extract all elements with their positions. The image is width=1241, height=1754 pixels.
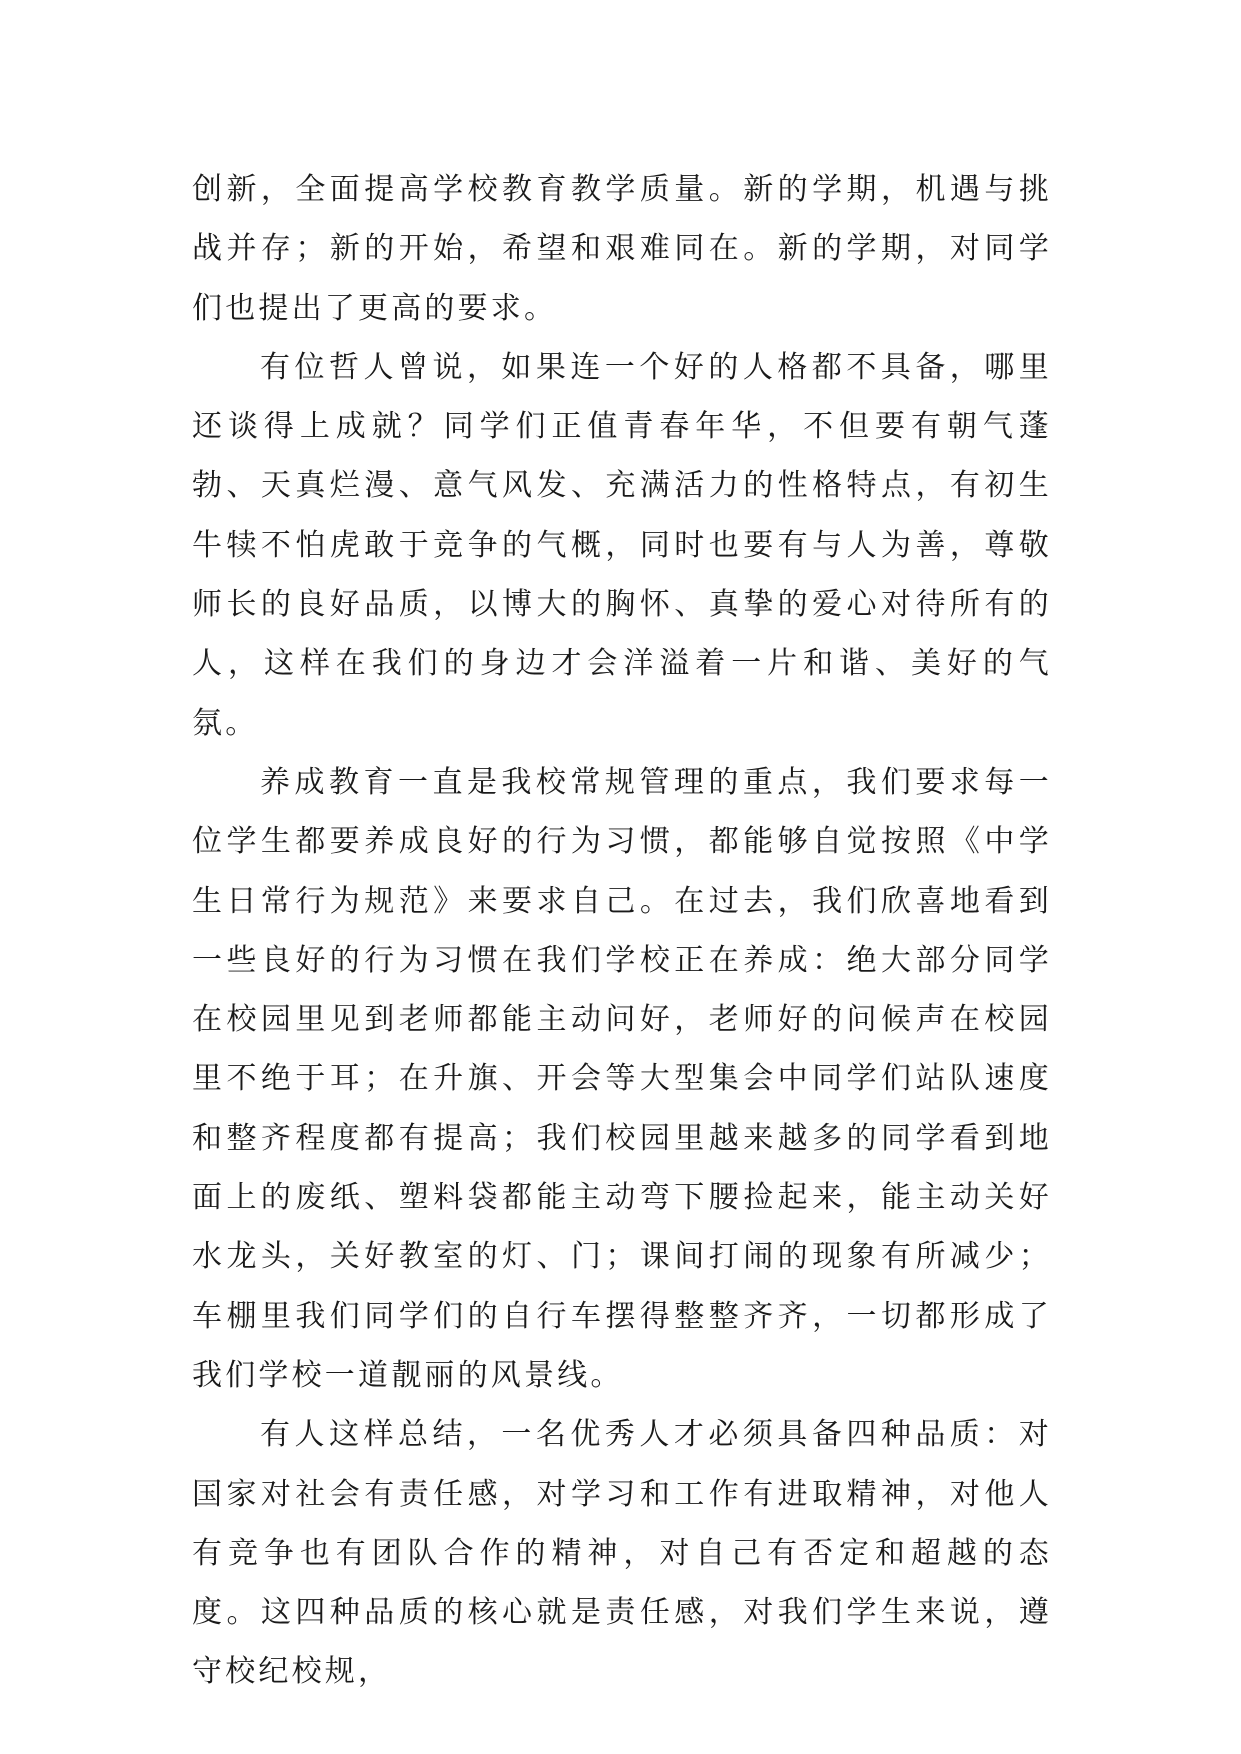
document-body bbox=[192, 160, 1052, 1702]
paragraph-1: 创新，全面提高学校教育教学质量。新的学期，机遇与挑战并存；新的开始，希望和艰难同在。新的学期，对同学们也提出了更高的要求。 bbox=[192, 172, 1052, 326]
paragraph-4: 有人这样总结，一名优秀人才必须具备四种品质：对国家对社会有责任感，对学习和工作有进取精神，对他人有竞争也有团队合作的精神，对自己有否定和超越的态度。这四种品质的核心就是责任感，对我们学生来说，遵守校纪校规， bbox=[192, 1417, 1052, 1690]
paragraph-3: 养成教育一直是我校常规管理的重点，我们要求每一位学生都要养成良好的行为习惯，都能够自觉按照《中学生日常行为规范》来要求自己。在过去，我们欣喜地看到一些良好的行为习惯在我们学校正在养成：绝大部分同学在校园里见到老师都能主动问好，老师好的问候声在校园里不绝于耳；在升旗、开会等大型集会中同学们站队速度和整齐程度都有提高；我们校园里越来越多的同学看到地面上的废纸、塑料袋都能主动弯下腰捡起来，能主动关好水龙头，关好教室的灯、门；课间打闹的现象有所减少；车棚里我们同学们的自行车摆得整整齐齐，一切都形成了我们学校一道靓丽的风景线。 bbox=[192, 764, 1052, 1393]
paragraph-2: 有位哲人曾说，如果连一个好的人格都不具备，哪里还谈得上成就？同学们正值青春年华，不但要有朝气蓬勃、天真烂漫、意气风发、充满活力的性格特点，有初生牛犊不怕虎敢于竞争的气概，同时也要有与人为善，尊敬师长的良好品质，以博大的胸怀、真挚的爱心对待所有的人，这样在我们的身边才会洋溢着一片和谐、美好的气氛。 bbox=[192, 349, 1052, 741]
